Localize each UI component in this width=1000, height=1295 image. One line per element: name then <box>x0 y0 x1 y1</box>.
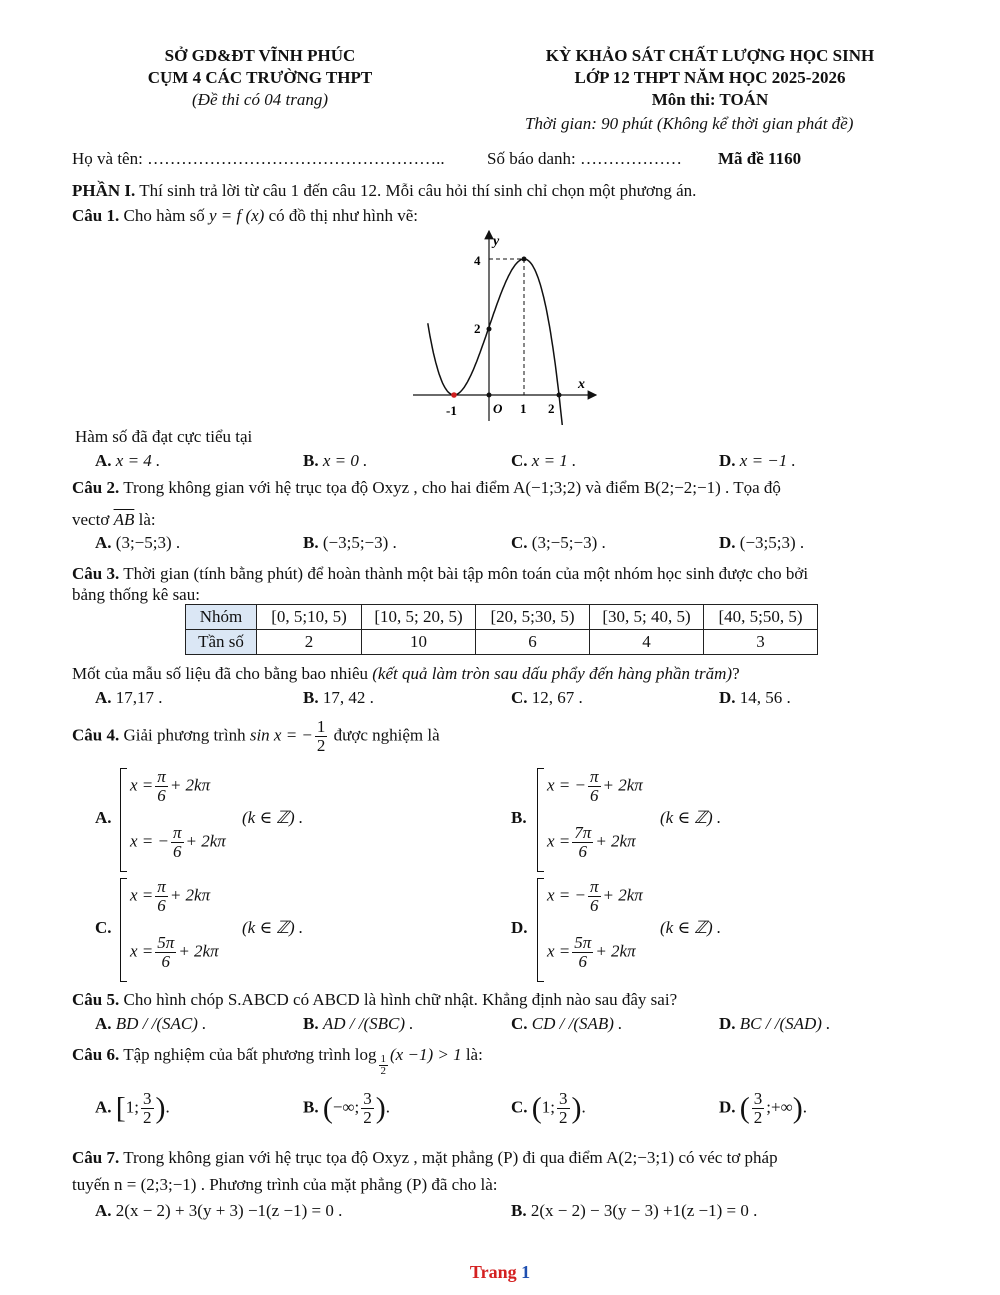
question-7-text: Trong không gian với hệ trục tọa độ Oxyz , mặt phẳng (P) đi qua điểm A(2;−3;1) có véc tơ pháp <box>123 1148 778 1167</box>
q2-option-d[interactable]: D. (−3;5;3) . <box>719 533 805 552</box>
question-4: Câu 4. Giải phương trình sin x = − $\frac{1}{2}$ được nghiệm là <box>72 717 440 755</box>
table-cell: 6 <box>476 630 590 655</box>
q6-option-b[interactable]: B. (−∞; $\frac{3}{2}$ ). <box>303 1089 391 1127</box>
root-point <box>557 393 562 398</box>
question-6-label: Câu 6. <box>72 1045 120 1064</box>
q7-option-a[interactable]: A. 2(x − 2) + 3(y + 3) −1(z −1) = 0 . <box>95 1201 343 1220</box>
q6-option-c[interactable]: C. (1; $\frac{3}{2}$ ). <box>511 1089 586 1127</box>
table-cell: [0, 5;10, 5) <box>257 605 362 630</box>
table-cell: 2 <box>257 630 362 655</box>
minimum-point <box>451 392 457 398</box>
question-1-stem: Hàm số đã đạt cực tiểu tại <box>75 427 253 446</box>
q4-option-c-param: (k ∈ ℤ) . <box>242 918 304 937</box>
question-1 <box>72 206 418 226</box>
q4-option-b-letter[interactable]: B. <box>511 808 527 827</box>
q4-option-a[interactable]: x = $\frac{\pi}{6}$ + 2kπ x = − $\frac{\pi}{6}$ + 2kπ <box>120 768 320 870</box>
tick-x-neg1: -1 <box>446 403 457 418</box>
table-cell: 10 <box>362 630 476 655</box>
log-expression: log $\frac{1}{2}$ (x −1) > 1 <box>354 1045 462 1077</box>
tick-x-1: 1 <box>520 401 527 416</box>
question-3 <box>72 564 808 584</box>
exam-title: KỲ KHẢO SÁT CHẤT LƯỢNG HỌC SINH <box>545 46 875 65</box>
question-3-stem: Mốt của mẫu số liệu đã cho bằng bao nhiêu (kết quả làm tròn sau dấu phẩy đến hàng phần trăm)? <box>72 664 740 683</box>
q1-option-c[interactable]: C. x = 1 . <box>511 451 577 470</box>
question-3-text: Thời gian (tính bằng phút) để hoàn thành một bài tập môn toán của một nhóm học sinh được cho bởi <box>123 564 809 583</box>
table-cell: [10, 5; 20, 5) <box>362 605 476 630</box>
maximum-point <box>522 257 527 262</box>
origin-label: O <box>493 401 503 416</box>
q1-option-a[interactable]: A. x = 4 . <box>95 451 161 470</box>
function-graph <box>408 225 603 425</box>
q1-option-b[interactable]: B. x = 0 . <box>303 451 368 470</box>
footer-page-number: 1 <box>521 1262 531 1282</box>
frequency-table <box>185 604 818 655</box>
q2-option-a[interactable]: A. (3;−5;3) . <box>95 533 181 552</box>
q4-option-d-param: (k ∈ ℤ) . <box>660 918 722 937</box>
student-id-field: Số báo danh: ……………… <box>487 149 683 168</box>
question-1-math: y = f (x) <box>208 206 265 225</box>
vector-ab: $\overline{AB}$ <box>113 510 135 529</box>
q1-option-d[interactable]: D. x = −1 . <box>719 451 796 470</box>
q5-option-b[interactable]: B. AD / /(SBC) . <box>303 1014 414 1033</box>
question-5-label: Câu 5. <box>72 990 120 1009</box>
x-axis-label: x <box>578 377 585 392</box>
y-intercept-point <box>487 327 492 332</box>
part-1-text: Thí sinh trả lời từ câu 1 đến câu 12. Mỗi câu hỏi thí sinh chỉ chọn một phương án. <box>139 181 697 200</box>
q4-option-a-param: (k ∈ ℤ) . <box>242 808 304 827</box>
exam-duration: Thời gian: 90 phút (Không kể thời gian phát đề) <box>525 114 854 133</box>
table-cell: 3 <box>704 630 818 655</box>
page-count-note: (Đề thi có 04 trang) <box>192 90 328 109</box>
question-2-text: Trong không gian với hệ trục tọa độ Oxyz , cho hai điểm A(−1;3;2) và điểm B(2;−2;−1) . Tọa độ <box>123 478 781 497</box>
q4-option-a-letter[interactable]: A. <box>95 808 112 827</box>
page-footer <box>0 1262 1000 1283</box>
question-7 <box>72 1148 778 1168</box>
tick-x-2: 2 <box>548 401 555 416</box>
q4-option-d[interactable]: x = − $\frac{\pi}{6}$ + 2kπ x = $\frac{5\pi}{6}$ + 2kπ <box>537 878 737 980</box>
question-2-line2: vectơ $\overline{AB}$ là: <box>72 510 156 529</box>
q2-option-b[interactable]: B. (−3;5;−3) . <box>303 533 397 552</box>
q7-option-b[interactable]: B. 2(x − 2) − 3(y − 3) +1(z −1) = 0 . <box>511 1201 758 1220</box>
q3-option-a[interactable]: A. 17,17 . <box>95 688 163 707</box>
question-1-label: Câu 1. <box>72 206 120 225</box>
origin-point <box>487 393 492 398</box>
question-2-label: Câu 2. <box>72 478 120 497</box>
tick-y-2: 2 <box>474 321 481 336</box>
school-department: SỞ GD&ĐT VĨNH PHÚC <box>164 46 356 65</box>
school-cluster: CỤM 4 CÁC TRƯỜNG THPT <box>147 68 373 87</box>
q5-option-c[interactable]: C. CD / /(SAB) . <box>511 1014 623 1033</box>
tick-y-4: 4 <box>474 253 481 268</box>
q6-option-a[interactable]: A. [1; $\frac{3}{2}$ ). <box>95 1089 170 1127</box>
question-2 <box>72 478 781 498</box>
q4-option-c[interactable]: x = $\frac{\pi}{6}$ + 2kπ x = $\frac{5\pi}{6}$ + 2kπ <box>120 878 320 980</box>
question-5 <box>72 990 677 1010</box>
question-6: Câu 6. Tập nghiệm của bất phương trình log $\frac{1}{2}$ (x −1) > 1 là: <box>72 1045 483 1077</box>
question-3-line2: bảng thống kê sau: <box>72 585 200 604</box>
footer-page-label: Trang <box>469 1262 517 1282</box>
y-axis-label: y <box>493 234 500 249</box>
q3-option-d[interactable]: D. 14, 56 . <box>719 688 791 707</box>
question-3-label: Câu 3. <box>72 564 120 583</box>
question-5-text: Cho hình chóp S.ABCD có ABCD là hình chữ nhật. Khẳng định nào sau đây sai? <box>123 990 678 1009</box>
q6-option-d[interactable]: D. ( $\frac{3}{2}$ ;+∞). <box>719 1089 807 1127</box>
question-1-text: Cho hàm số <box>123 206 205 225</box>
q5-option-d[interactable]: D. BC / /(SAD) . <box>719 1014 831 1033</box>
q4-option-d-letter[interactable]: D. <box>511 918 528 937</box>
table-cell: [20, 5;30, 5) <box>476 605 590 630</box>
q3-option-c[interactable]: C. 12, 67 . <box>511 688 583 707</box>
question-4-label: Câu 4. <box>72 725 120 745</box>
table-row <box>186 605 818 630</box>
q4-option-b-param: (k ∈ ℤ) . <box>660 808 722 827</box>
fraction-one-half: $\frac{1}{2}$ <box>316 717 326 755</box>
question-7-label: Câu 7. <box>72 1148 120 1167</box>
question-1-text-end: có đồ thị như hình vẽ: <box>268 206 419 225</box>
table-cell: [30, 5; 40, 5) <box>590 605 704 630</box>
part-1-title: PHẦN I. <box>72 181 136 200</box>
exam-class-year: LỚP 12 THPT NĂM HỌC 2025-2026 <box>574 68 846 87</box>
part-1-instructions <box>72 181 696 201</box>
exam-code: Mã đề 1160 <box>718 149 802 168</box>
question-7-line2: tuyến n = (2;3;−1) . Phương trình của mặt phẳng (P) đã cho là: <box>72 1175 498 1194</box>
exam-subject: Môn thi: TOÁN <box>651 90 769 109</box>
table-cell: [40, 5;50, 5) <box>704 605 818 630</box>
table-header-group: Nhóm <box>186 605 257 630</box>
table-header-frequency: Tần số <box>186 630 257 655</box>
student-name-field: Họ và tên: …………………………………………….. <box>72 149 445 168</box>
q4-option-b[interactable]: x = − $\frac{\pi}{6}$ + 2kπ x = $\frac{7\pi}{6}$ + 2kπ <box>537 768 737 870</box>
q5-option-a[interactable]: A. BD / /(SAC) . <box>95 1014 207 1033</box>
q3-option-b[interactable]: B. 17, 42 . <box>303 688 374 707</box>
table-cell: 4 <box>590 630 704 655</box>
q2-option-c[interactable]: C. (3;−5;−3) . <box>511 533 606 552</box>
table-row <box>186 630 818 655</box>
q4-option-c-letter[interactable]: C. <box>95 918 112 937</box>
